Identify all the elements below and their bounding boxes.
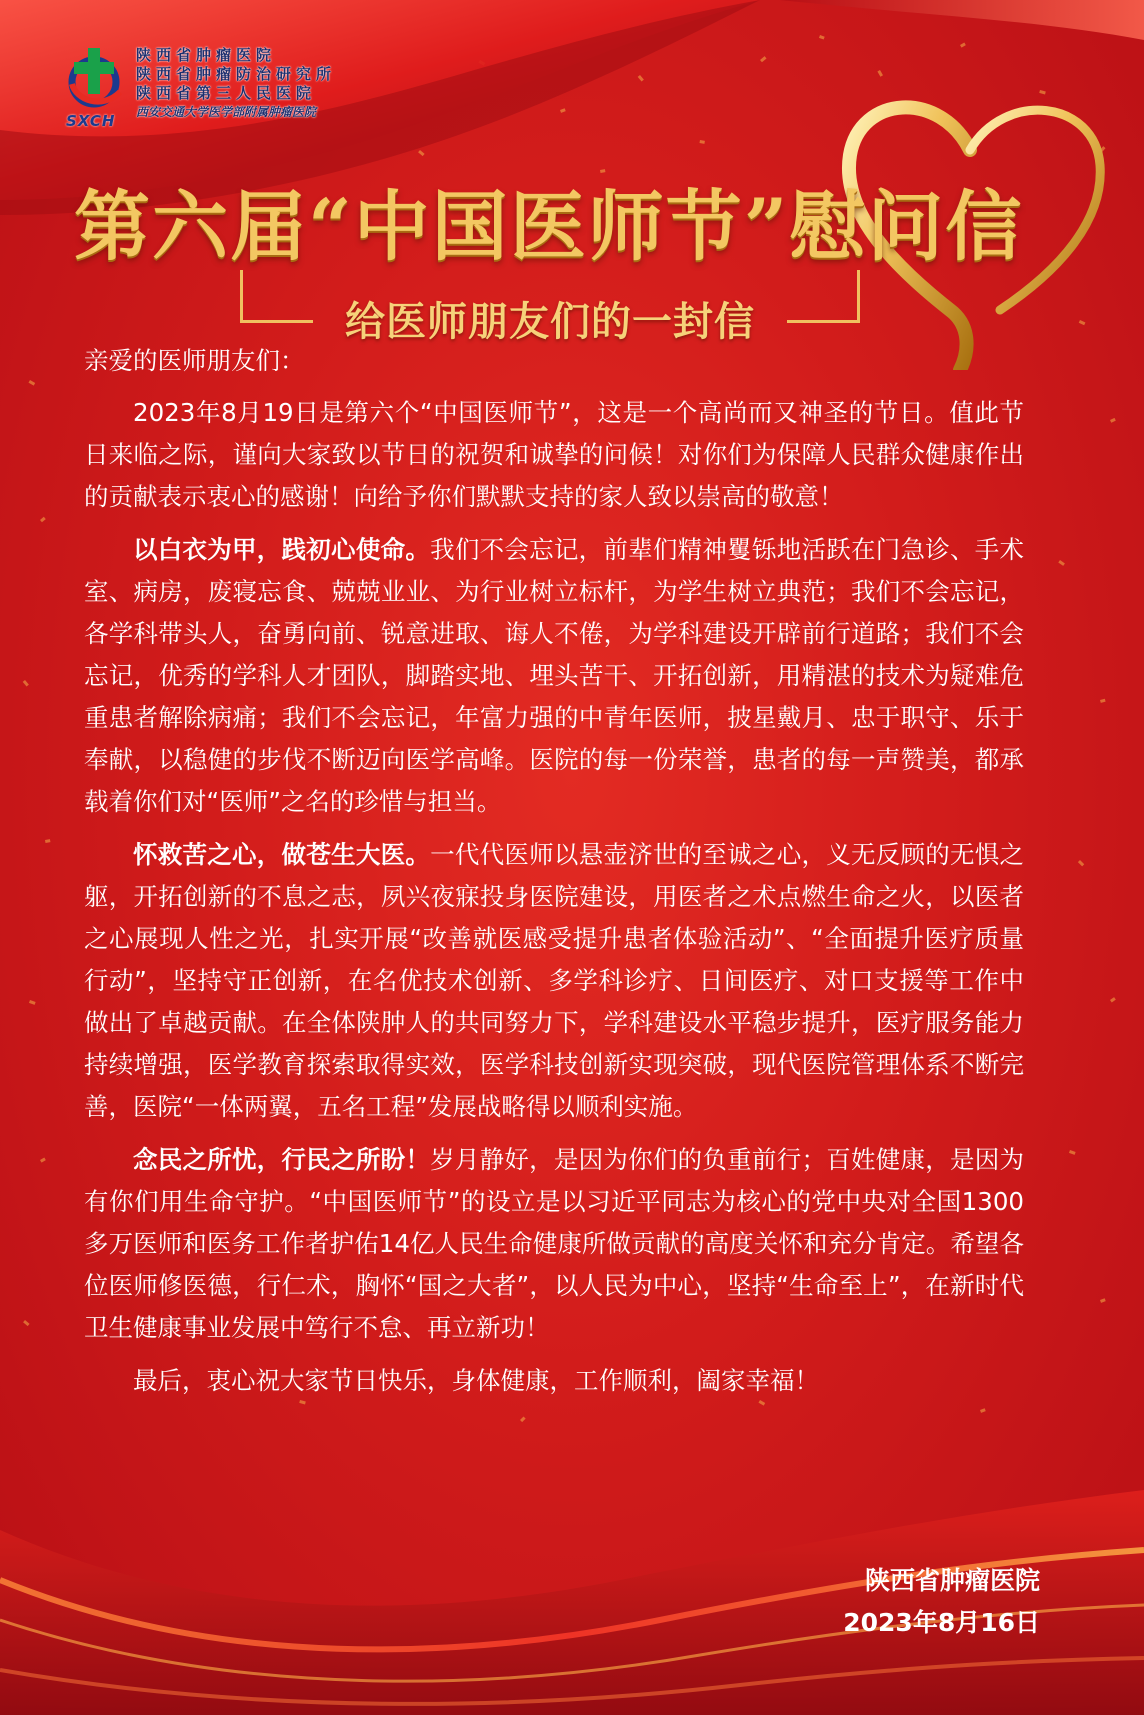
paragraph-2: [84, 529, 1024, 823]
logo-english: SXCH: [66, 112, 116, 130]
paragraph-4-heading: 念民之所忧，行民之所盼！: [133, 1145, 431, 1174]
signature-organization: 陕西省肿瘤医院: [864, 1566, 1040, 1595]
paragraph-4: [84, 1139, 1024, 1349]
letter-greeting: 亲爱的医师朋友们：: [84, 346, 305, 375]
logo-line-4: 西安交通大学医学部附属肿瘤医院: [136, 105, 317, 119]
signature-date: 2023年8月16日: [843, 1608, 1040, 1637]
logo-line-1: 陕西省肿瘤医院: [136, 46, 277, 64]
paragraph-4-text: 岁月静好，是因为你们的负重前行；百姓健康，是因为有你们用生命守护。“中国医师节”的设立是以习近平同志为核心的党中央对全国1300多万医师和医务工作者护佑14亿人民生命健康所做贡献的高度关怀和充分肯定。希望各位医师修医德，行仁术，胸怀“国之大者”，以人民为中心，坚持“生命至上”，在新时代卫生健康事业发展中笃行不怠、再立新功！: [84, 1145, 1025, 1342]
subtitle-frame: [240, 270, 860, 350]
paragraph-3-text: 一代代医师以悬壶济世的至诚之心，义无反顾的无惧之躯，开拓创新的不息之志，夙兴夜寐投身医院建设，用医者之术点燃生命之火，以医者之心展现人性之光，扎实开展“改善就医感受提升患者体验活动”、“全面提升医疗质量行动”，坚持守正创新，在名优技术创新、多学科诊疗、日间医疗、对口支援等工作中做出了卓越贡献。在全体陕肿人的共同努力下，学科建设水平稳步提升，医疗服务能力持续增强，医学教育探索取得实效，医学科技创新实现突破，现代医院管理体系不断完善，医院“一体两翼，五名工程”发展战略得以顺利实施。: [84, 840, 1025, 1121]
page-title: 第六届“中国医师节”慰问信: [74, 182, 1024, 271]
paragraph-3: [84, 834, 1024, 1128]
paragraph-2-text: 我们不会忘记，前辈们精神矍铄地活跃在门急诊、手术室、病房，废寝忘食、兢兢业业、为行业树立标杆，为学生树立典范；我们不会忘记，各学科带头人，奋勇向前、锐意进取、诲人不倦，为学科建设开辟前行道路；我们不会忘记，优秀的学科人才团队，脚踏实地、埋头苦干、开拓创新，用精湛的技术为疑难危重患者解除病痛；我们不会忘记，年富力强的中青年医师，披星戴月、忠于职守、乐于奉献，以稳健的步伐不断迈向医学高峰。医院的每一份荣誉，患者的每一声赞美，都承载着你们对“医师”之名的珍惜与担当。: [84, 535, 1025, 816]
paragraph-5: [84, 1360, 1024, 1402]
hospital-cross-icon: [62, 44, 132, 116]
signature-block: [843, 1560, 1040, 1644]
paragraph-5-text: 最后，衷心祝大家节日快乐，身体健康，工作顺利，阖家幸福！: [133, 1366, 819, 1395]
paragraph-3-heading: 怀救苦之心，做苍生大医。: [133, 840, 431, 869]
logo-line-2: 陕西省肿瘤防治研究所: [136, 65, 337, 83]
paragraph-1: [84, 392, 1024, 518]
paragraph-1-text: 2023年8月19日是第六个“中国医师节”，这是一个高尚而又神圣的节日。值此节日来临之际，谨向大家致以节日的祝贺和诚挚的问候！对你们为保障人民群众健康作出的贡献表示衷心的感谢！向给予你们默默支持的家人致以崇高的敬意！: [84, 398, 1024, 511]
hospital-logo: [62, 44, 362, 134]
paragraph-2-heading: 以白衣为甲，践初心使命。: [133, 535, 431, 564]
letter-body: [84, 340, 1024, 1413]
page-subtitle: 给医师朋友们的一封信: [345, 298, 755, 345]
logo-line-3: 陕西省第三人民医院: [136, 84, 317, 102]
